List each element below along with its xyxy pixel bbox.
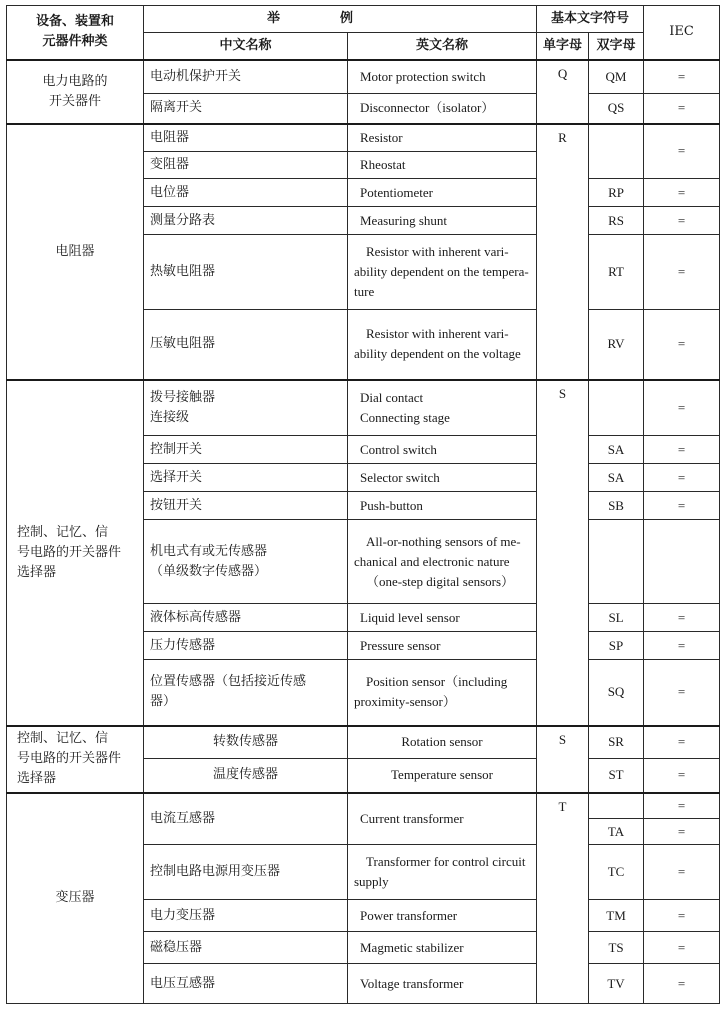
cn-name-cell: 电动机保护开关 — [144, 60, 348, 94]
en-line: Resistor with inherent vari- — [366, 244, 509, 259]
cn-name-cell: 隔离开关 — [144, 94, 348, 124]
table-row — [7, 380, 720, 436]
double-letter-cell: TS — [589, 932, 644, 964]
double-letter-cell: SL — [589, 604, 644, 632]
double-letter-cell — [589, 380, 644, 436]
header-examples: 举例 — [144, 6, 537, 33]
single-letter-cell: T — [537, 793, 589, 1004]
en-line: supply — [354, 874, 389, 889]
double-letter-cell: QM — [589, 60, 644, 94]
header-cn-name: 中文名称 — [144, 33, 348, 60]
en-line: （one-step digital sensors） — [366, 573, 515, 589]
en-line: ture — [354, 284, 375, 299]
header-row-1 — [7, 6, 720, 33]
category-line: 选择器 — [17, 771, 57, 786]
iec-cell: = — [644, 179, 720, 207]
en-name-cell: Rotation sensor — [348, 726, 537, 759]
en-name-cell: Liquid level sensor — [348, 604, 537, 632]
en-name-cell — [348, 380, 537, 436]
category-line: 开关器件 — [48, 93, 101, 109]
cn-name-cell: 电压互感器 — [144, 964, 348, 1004]
en-name-cell — [348, 310, 537, 380]
iec-cell: = — [644, 492, 720, 520]
en-name-cell: Voltage transformer — [348, 964, 537, 1004]
en-line: ability dependent on the voltage — [354, 346, 521, 362]
en-name-cell: Disconnector（isolator） — [348, 94, 537, 124]
category-cell: 电阻器 — [7, 124, 144, 380]
en-name-cell: Push-button — [348, 492, 537, 520]
category-line: 号电路的开关器件 — [17, 544, 122, 560]
double-letter-cell: SR — [589, 726, 644, 759]
en-name-cell: Control switch — [348, 436, 537, 464]
cn-line: 器） — [150, 694, 177, 710]
cn-name-cell: 转数传感器 — [144, 726, 348, 759]
double-letter-cell: ST — [589, 759, 644, 793]
iec-cell — [644, 520, 720, 604]
en-name-cell: Selector switch — [348, 464, 537, 492]
double-letter-cell: TV — [589, 964, 644, 1004]
iec-cell: = — [644, 235, 720, 310]
cn-name-cell: 按钮开关 — [144, 492, 348, 520]
en-name-cell: Motor protection switch — [348, 60, 537, 94]
category-line: 号电路的开关器件 — [17, 751, 122, 766]
category-cell — [7, 726, 144, 793]
cn-name-cell: 电阻器 — [144, 124, 348, 152]
en-name-cell — [348, 235, 537, 310]
en-name-cell — [348, 845, 537, 900]
en-name-cell: Temperature sensor — [348, 759, 537, 793]
double-letter-cell: RP — [589, 179, 644, 207]
single-letter-cell: R — [537, 124, 589, 380]
cn-name-cell: 热敏电阻器 — [144, 235, 348, 310]
en-name-cell: Rheostat — [348, 152, 537, 179]
cn-name-cell: 电位器 — [144, 179, 348, 207]
cn-name-cell: 变阻器 — [144, 152, 348, 179]
en-name-cell: Magmetic stabilizer — [348, 932, 537, 964]
iec-cell: = — [644, 380, 720, 436]
table-row — [7, 124, 720, 152]
table-row — [7, 726, 720, 759]
cn-name-cell: 测量分路表 — [144, 207, 348, 235]
cn-line: 连接级 — [150, 409, 190, 425]
cn-line: （单级数字传感器） — [150, 563, 268, 579]
double-letter-cell — [589, 124, 644, 179]
cn-name-cell: 压力传感器 — [144, 632, 348, 660]
cn-name-cell: 选择开关 — [144, 464, 348, 492]
cn-name-cell — [144, 520, 348, 604]
iec-cell: = — [644, 964, 720, 1004]
en-name-cell: Resistor — [348, 124, 537, 152]
iec-cell: = — [644, 900, 720, 932]
header-basic-symbol: 基本文字符号 — [537, 6, 644, 33]
iec-cell: = — [644, 932, 720, 964]
cn-line: 机电式有或无传感器 — [150, 543, 268, 559]
en-name-cell: Current transformer — [348, 793, 537, 845]
en-line: Resistor with inherent vari- — [366, 326, 509, 342]
category-line: 电力电路的 — [42, 73, 108, 89]
cn-name-cell: 控制电路电源用变压器 — [144, 845, 348, 900]
iec-cell: = — [644, 793, 720, 819]
header-category — [7, 6, 144, 60]
table-row — [7, 793, 720, 819]
en-line: Connecting stage — [360, 409, 450, 425]
category-cell: 变压器 — [7, 793, 144, 1004]
en-line: ability dependent on the tempera- — [354, 264, 529, 279]
single-letter-cell: S — [537, 726, 589, 793]
cn-name-cell: 液体标高传感器 — [144, 604, 348, 632]
category-line: 选择器 — [17, 564, 57, 580]
iec-cell: = — [644, 436, 720, 464]
double-letter-cell: SP — [589, 632, 644, 660]
iec-cell: = — [644, 759, 720, 793]
cn-name-cell: 温度传感器 — [144, 759, 348, 793]
cn-name-cell: 压敏电阻器 — [144, 310, 348, 380]
cn-name-cell: 控制开关 — [144, 436, 348, 464]
double-letter-cell — [589, 520, 644, 604]
iec-cell: = — [644, 660, 720, 726]
cn-name-cell: 磁稳压器 — [144, 932, 348, 964]
cn-name-cell: 电力变压器 — [144, 900, 348, 932]
cn-name-cell — [144, 660, 348, 726]
double-letter-cell: SA — [589, 436, 644, 464]
en-line: Dial contact — [360, 389, 424, 405]
single-letter-cell: Q — [537, 60, 589, 124]
header-iec: IEC — [644, 6, 720, 60]
double-letter-cell: RT — [589, 235, 644, 310]
iec-cell: = — [644, 604, 720, 632]
double-letter-cell: QS — [589, 94, 644, 124]
iec-cell: = — [644, 632, 720, 660]
en-line: chanical and electronic nature — [354, 553, 510, 569]
double-letter-cell: SA — [589, 464, 644, 492]
cn-name-cell: 电流互感器 — [144, 793, 348, 845]
double-letter-cell: TC — [589, 845, 644, 900]
category-cell — [7, 60, 144, 124]
iec-cell: = — [644, 726, 720, 759]
symbol-table — [6, 5, 720, 1004]
header-category-line1: 设备、装置和 — [35, 14, 114, 30]
category-cell — [7, 380, 144, 726]
en-name-cell: Pressure sensor — [348, 632, 537, 660]
en-line: All-or-nothing sensors of me- — [366, 533, 521, 549]
single-letter-cell: S — [537, 380, 589, 726]
en-name-cell — [348, 660, 537, 726]
en-name-cell — [348, 520, 537, 604]
double-letter-cell: TM — [589, 900, 644, 932]
table-row — [7, 60, 720, 94]
iec-cell: = — [644, 310, 720, 380]
iec-cell: = — [644, 464, 720, 492]
cn-line: 位置传感器（包括接近传感 — [150, 674, 307, 690]
cn-name-cell — [144, 380, 348, 436]
iec-cell: = — [644, 207, 720, 235]
double-letter-cell — [589, 793, 644, 819]
en-line: proximity-sensor） — [354, 694, 456, 710]
en-name-cell: Power transformer — [348, 900, 537, 932]
en-name-cell: Measuring shunt — [348, 207, 537, 235]
header-en-name: 英文名称 — [348, 33, 537, 60]
iec-cell: = — [644, 60, 720, 94]
en-line: Transformer for control circuit — [366, 854, 526, 869]
iec-cell: = — [644, 819, 720, 845]
en-name-cell: Potentiometer — [348, 179, 537, 207]
double-letter-cell: RS — [589, 207, 644, 235]
header-category-line2: 元器件种类 — [42, 34, 108, 50]
double-letter-cell: RV — [589, 310, 644, 380]
en-line: Position sensor（including — [366, 674, 508, 690]
category-line: 控制、记忆、信 — [17, 524, 109, 540]
category-line: 控制、记忆、信 — [17, 731, 109, 746]
header-single-letter: 单字母 — [537, 33, 589, 60]
double-letter-cell: SQ — [589, 660, 644, 726]
double-letter-cell: TA — [589, 819, 644, 845]
double-letter-cell: SB — [589, 492, 644, 520]
cn-line: 拨号接触器 — [150, 389, 216, 405]
header-double-letter: 双字母 — [589, 33, 644, 60]
iec-cell: = — [644, 94, 720, 124]
iec-cell: = — [644, 845, 720, 900]
iec-cell: = — [644, 124, 720, 179]
